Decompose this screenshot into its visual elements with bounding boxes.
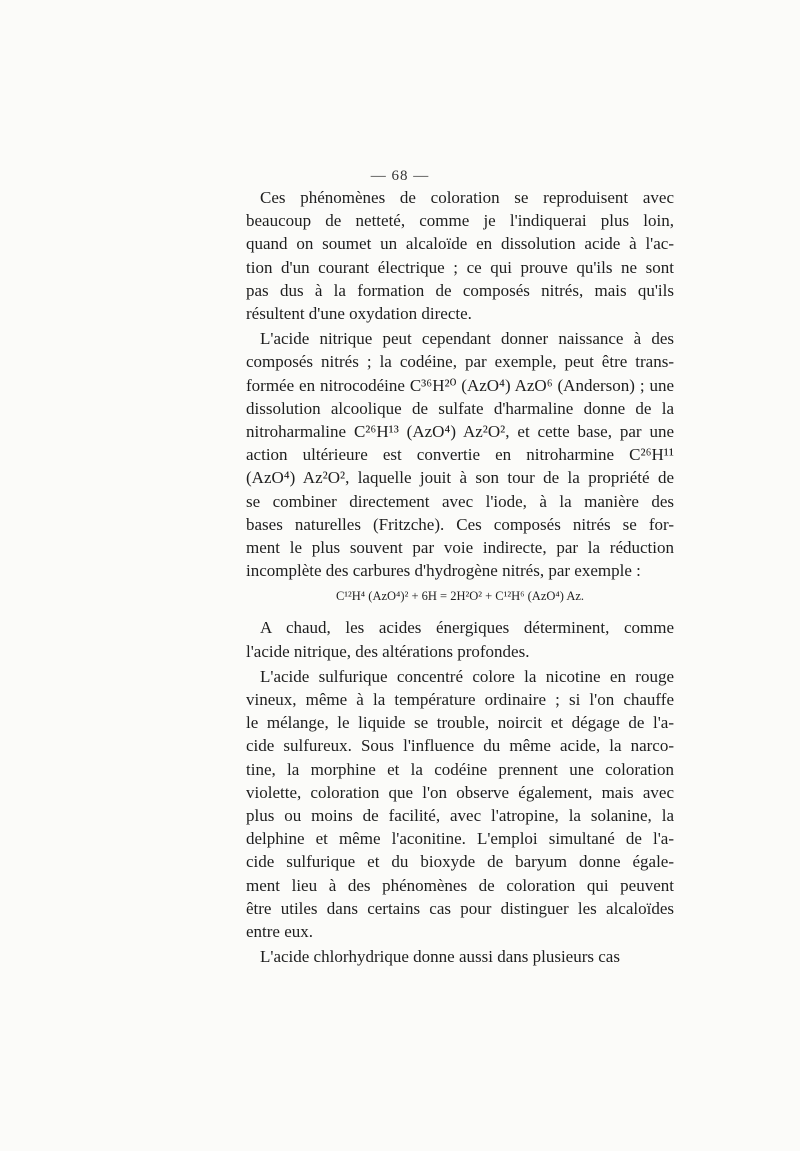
paragraph-2 — [246, 327, 674, 582]
text-line: dissolution alcoolique de sulfate d'harmaline donne de la — [246, 398, 674, 418]
paragraph-1 — [246, 186, 674, 325]
text-line: Ces phénomènes de coloration se reproduisent avec — [260, 188, 674, 207]
text-line: cide sulfureux. Sous l'influence du même acide, la narco- — [246, 736, 674, 756]
text-line: vineux, même à la température ordinaire ; si l'on chauffe — [246, 690, 674, 710]
text-line: plus ou moins de facilité, avec l'atropine, la solanine, la — [246, 806, 674, 826]
text-line: A chaud, les acides énergiques déterminent, comme — [260, 618, 674, 638]
text-line: L'acide nitrique peut cependant donner naissance à des — [260, 329, 674, 349]
text-line: ment le plus souvent par voie indirecte, par la réduction — [246, 538, 674, 558]
text-line: nitroharmaline C²⁶H¹³ (AzO⁴) Az²O², et cette base, par une — [246, 422, 674, 442]
text-line: L'acide sulfurique concentré colore la nicotine en rouge — [260, 666, 674, 686]
text-line: se combiner directement avec l'iode, à la manière des — [246, 491, 674, 511]
text-line: L'acide chlorhydrique donne aussi dans plusieurs cas — [260, 947, 620, 967]
text-line: beaucoup de netteté, comme je l'indiquerai plus loin, — [246, 211, 674, 231]
text-line: être utiles dans certains cas pour distinguer les alcaloïdes — [246, 898, 674, 918]
body-text — [246, 186, 674, 969]
text-line: violette, coloration que l'on observe également, mais avec — [246, 782, 674, 802]
text-line: le mélange, le liquide se trouble, noircit et dégage de l'a- — [246, 713, 674, 733]
text-line: l'acide nitrique, des altérations profondes. — [246, 641, 530, 661]
text-line: (AzO⁴) Az²O², laquelle jouit à son tour de la propriété de — [246, 468, 674, 488]
text-line: entre eux. — [246, 922, 314, 942]
page-number: — 68 — — [370, 168, 430, 184]
text-line: tine, la morphine et la codéine prennent une coloration — [246, 759, 674, 779]
text-line: incomplète des carbures d'hydrogène nitrés, par exemple : — [246, 561, 641, 581]
text-line: action ultérieure est convertie en nitroharmine C²⁶H¹¹ — [246, 445, 674, 465]
chemical-formula: C¹²H⁴ (AzO⁴)² + 6H = 2H²O² + C¹²H⁶ (AzO⁴) Az. — [335, 589, 585, 604]
paragraph-3 — [246, 616, 674, 662]
text-line: quand on soumet un alcaloïde en dissolution acide à l'ac- — [246, 234, 674, 254]
text-line: cide sulfurique et du bioxyde de baryum donne égale- — [246, 852, 674, 872]
paragraph-4 — [246, 665, 674, 943]
text-line: delphine et même l'aconitine. L'emploi simultané de l'a- — [246, 829, 674, 849]
text-line: bases naturelles (Fritzche). Ces composés nitrés se for- — [246, 514, 674, 534]
paragraph-5 — [246, 945, 674, 968]
text-line: formée en nitrocodéine C³⁶H²⁰ (AzO⁴) AzO⁶ (Anderson) ; une — [246, 375, 674, 395]
text-line: résultent d'une oxydation directe. — [246, 304, 472, 324]
text-line: pas dus à la formation de composés nitrés, mais qu'ils — [246, 280, 674, 300]
text-line: tion d'un courant électrique ; ce qui prouve qu'ils ne sont — [246, 257, 674, 277]
text-line: ment lieu à des phénomènes de coloration qui peuvent — [246, 875, 674, 895]
text-line: composés nitrés ; la codéine, par exemple, peut être trans- — [246, 352, 674, 372]
